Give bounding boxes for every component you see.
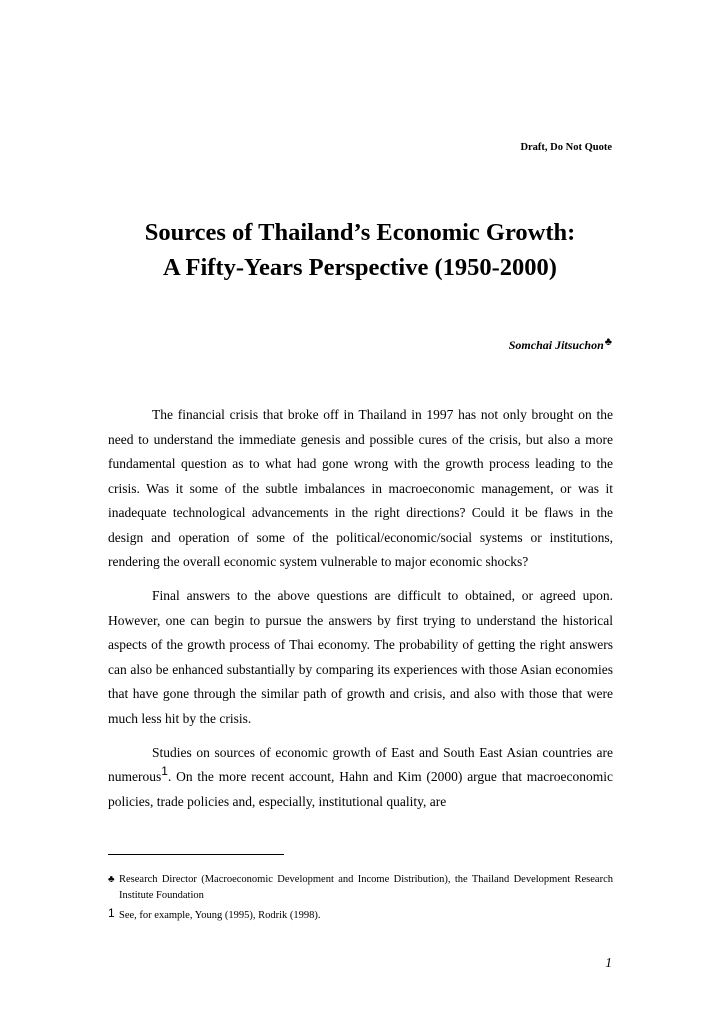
paragraph-2: Final answers to the above questions are difficult to obtained, or agreed upon. However, one can begin to pursue the answers by first trying to understand the historical aspects of the growth process of Thai economy. The probability of getting the right answers can also be enhanced substantially by comparing its experiences with those Asian economies that have gone through the similar path of growth and crisis, and also with those that were much less hit by the crisis.	[108, 588, 613, 726]
club-icon: ♣	[604, 336, 612, 348]
footnote-author-text: Research Director (Macroeconomic Development and Income Distribution), the Thailand Development Research Institute Foundation	[119, 874, 613, 901]
paragraph-3	[108, 741, 613, 815]
paragraph-1: The financial crisis that broke off in Thailand in 1997 has not only brought on the need to understand the immediate genesis and possible cures of the crisis, but also a more fundamental question as to what had gone wrong with the growth process leading to the crisis. Was it some of the subtle imbalances in macroeconomic management, or was it inadequate technological advancements in the right directions? Could it be flaws in the design and operation of some of the political/economic/social systems or institutions, rendering the overall economic system vulnerable to major economic shocks?	[108, 407, 613, 569]
title-line-1: Sources of Thailand’s Economic Growth:	[144, 219, 576, 246]
footnote-divider	[108, 854, 284, 855]
footnotes	[108, 872, 613, 928]
footnote-1-text: See, for example, Young (1995), Rodrik (1998).	[119, 910, 321, 921]
footnote-1	[108, 908, 613, 924]
footnote-author	[108, 872, 613, 904]
author-byline	[509, 336, 612, 353]
paragraph-3-text-end: . On the more recent account, Hahn and Kim (2000) argue that macroeconomic policies, trade policies and, especially, institutional quality, are	[108, 769, 613, 809]
draft-note: Draft, Do Not Quote	[520, 142, 612, 153]
footnote-1-number: 1	[108, 906, 115, 920]
paragraph-3-text-start: Studies on sources of economic growth of East and South East Asian countries are numerous	[108, 744, 613, 784]
club-icon: ♣	[108, 874, 115, 885]
page-number: 1	[605, 955, 612, 970]
paper-title	[0, 215, 720, 285]
body-text	[108, 403, 613, 824]
footnote-reference-1: 1	[161, 764, 168, 778]
title-line-2: A Fifty-Years Perspective (1950-2000)	[163, 254, 557, 281]
author-name: Somchai Jitsuchon	[508, 338, 604, 352]
